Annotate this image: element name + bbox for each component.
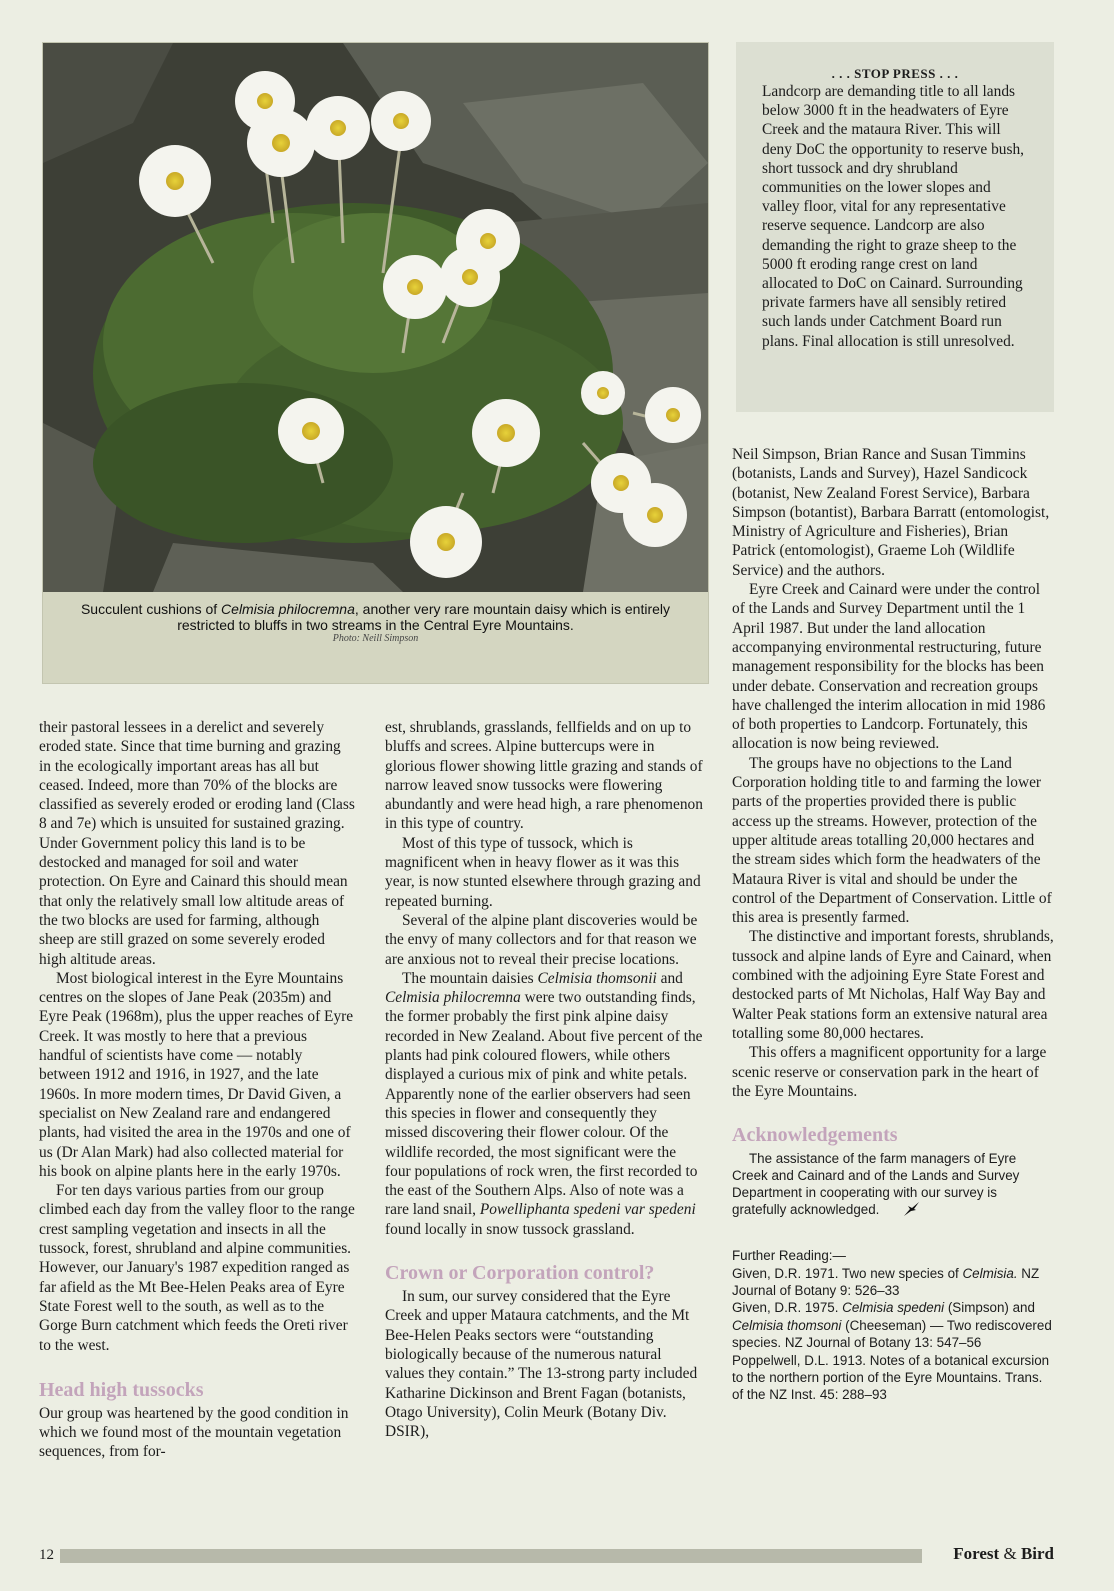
ref1-text-a: Given, D.R. 1971. Two new species of	[732, 1265, 963, 1281]
column-3	[732, 445, 1054, 1404]
column-1	[39, 718, 355, 1462]
caption-prefix: Succulent cushions of	[80, 601, 222, 617]
magazine-title-amp: &	[999, 1544, 1021, 1563]
magazine-title-bird: Bird	[1020, 1544, 1054, 1563]
caption-species: Celmisia philocremna	[221, 601, 355, 617]
bird-icon	[885, 1201, 920, 1221]
ref2-text-b: (Simpson) and	[944, 1300, 1035, 1316]
heading-head-high-tussocks: Head high tussocks	[39, 1378, 204, 1401]
stop-press-box	[736, 42, 1054, 412]
col2-paragraph-2: Most of this type of tussock, which is magnificent when in heavy flower as it was this year, is now stunted elsewhere through grazing and repeated burning.	[385, 834, 701, 910]
footer-bar	[60, 1549, 922, 1563]
daisy-photo-illustration	[43, 43, 708, 592]
ref2-species-1: Celmisia spedeni	[842, 1300, 945, 1316]
further-reading	[732, 1247, 1054, 1404]
col3-paragraph-4: The distinctive and important forests, shrublands, tussock and alpine lands of Eyre and Cainard, when combined with the adjoining Eyre State Forest and destocked parts of Mt Nicholas, Half Way Bay and Walter Peak stations form an extensive natural area totalling some 80,000 hectares.	[732, 928, 1054, 1042]
col2-p4-text-c: were two outstanding finds, the former probably the first pink alpine daisy recorded in New Zealand. About five percent of the plants had pink coloured flowers, while others displayed a curious mix of pink and white petals. Apparently none of the earlier observers had seen this species in flower and consequently they missed discovering their flower colour. Of the wildlife recorded, the most significant were the four populations of rock wren, the first recorded to the east of the Southern Alps. Also of note was a rare land snail,	[385, 989, 703, 1219]
magazine-title-forest: Forest	[953, 1544, 1000, 1563]
col1-paragraph-3: For ten days various parties from our group climbed each day from the valley floor to the range crest sampling vegetation and insects in all the tussock, forest, shrubland and alpine communities. However, our January's 1987 expedition ranged as far afield as the Mt Bee-Helen Peaks area of Eyre State Forest well to the south, as well as to the Gorge Burn catchment which feeds the Oreti river to the west.	[39, 1182, 355, 1354]
col2-p4-text-b: and	[656, 969, 683, 987]
col3-paragraph-3: The groups have no objections to the Land Corporation holding title to and farming the lower parts of the properties provided there is public access up the streams. However, protection of the upper altitude areas totalling 20,000 hectares and the stream sides which form the headwaters of the Mataura River is vital and should be under the control of the Department of Conservation. Little of this area is presently farmed.	[732, 754, 1052, 927]
magazine-title	[953, 1544, 1054, 1564]
col2-p4-text-a: The mountain daisies	[402, 969, 538, 987]
col1-paragraph-4: Our group was heartened by the good condition in which we found most of the mountain vegetation sequences, from for-	[39, 1404, 349, 1461]
species-celmisia-thomsonii: Celmisia thomsonii	[537, 969, 657, 987]
further-reading-heading: Further Reading:—	[732, 1248, 846, 1264]
species-powelliphanta: Powelliphanta spedeni var spedeni	[479, 1201, 696, 1219]
col1-paragraph-2: Most biological interest in the Eyre Mountains centres on the slopes of Jane Peak (2035m) and Eyre Peak (1968m), plus the upper reaches of Eyre Creek. It was mostly to here that a previous handful of scientists have come — notably between 1912 and 1916, in 1927, and the late 1960s. In more modern times, Dr David Given, a specialist on New Zealand rare and endangered plants, had visited the area in the 1970s and one of us (Dr Alan Mark) had also collected material for his book on alpine plants here in the early 1970s.	[39, 969, 354, 1180]
col3-paragraph-1: Neil Simpson, Brian Rance and Susan Timmins (botanists, Lands and Survey), Hazel Sandicock (botanist, New Zealand Forest Service), Barbara Simpson (botantist), Barbara Barratt (entomologist, Ministry of Agriculture and Fisheries), Brian Patrick (entomologist), Graeme Loh (Wildlife Service) and the authors.	[732, 446, 1050, 579]
col2-paragraph-1: est, shrublands, grasslands, fellfields and on up to bluffs and screes. Alpine buttercups were in glorious flower showing little grazing and stands of narrow leaved snow tussocks were flowering abundantly and were head high, a rare phenomenon in this type of country.	[385, 719, 703, 833]
reference-2	[732, 1299, 1054, 1351]
ref1-text-b: NZ Journal of Botany 9: 526–33	[732, 1265, 1040, 1298]
ref2-species-2: Celmisia thomsoni	[732, 1317, 842, 1333]
heading-acknowledgements: Acknowledgements	[732, 1124, 898, 1147]
col2-paragraph-3: Several of the alpine plant discoveries would be the envy of many collectors and for that reason we are anxious not to reveal their precise locations.	[385, 911, 698, 968]
caption-suffix: , another very rare mountain daisy which is entirely restricted to bluffs in two streams in the Central Eyre Mountains.	[177, 601, 671, 633]
col2-p4-text-d: found locally in snow tussock grassland.	[385, 1220, 635, 1238]
photo-figure	[42, 42, 709, 684]
ref2-text-c: (Cheeseman) — Two rediscovered species. NZ Journal of Botany 13: 547–56	[732, 1317, 1052, 1351]
heading-crown-or-corporation: Crown or Corporation control?	[385, 1262, 655, 1285]
col3-paragraph-2: Eyre Creek and Cainard were under the control of the Lands and Survey Department until the 1 April 1987. But under the land allocation accompanying environmental restructuring, future management responsibility for the blocks has been under debate. Conservation and recreation groups have challenged the interim allocation in mid 1986 of both properties to Landcorp. Fortunately, this allocation is now being reviewed.	[732, 581, 1046, 753]
stop-press-body: Landcorp are demanding title to all lands below 3000 ft in the headwaters of Eyre Creek and the mataura River. This will deny DoC the opportunity to reserve bush, short tussock and dry shrubland communities on the lower slopes and valley floor, vital for any representative reserve sequence. Landcorp are also demanding the right to graze sheep to the 5000 ft eroding range crest on land allocated to DoC on Cainard. Surrounding private farmers have all sensibly retired such lands under Catchment Board run plans. Final allocation is still unresolved.	[762, 83, 1025, 350]
stop-press-heading: . . . STOP PRESS . . .	[831, 66, 959, 81]
acknowledgements-text	[732, 1150, 1054, 1221]
reference-3: Poppelwell, D.L. 1913. Notes of a botanical excursion to the northern portion of the Eyre Mountains. Trans. of the NZ Inst. 45: 288–93	[732, 1352, 1050, 1403]
column-2	[385, 718, 703, 1441]
col2-paragraph-4	[385, 969, 703, 1239]
celmisia-photo	[43, 43, 708, 592]
col2-paragraph-5: In sum, our survey considered that the Eyre Creek and upper Mataura catchments, and the Mt Bee-Helen Peaks sectors were “outstanding biologically because of the numerous natural values they contain.” The 13-strong party included Katharine Dickinson and Brent Fagan (botanists, Otago University), Colin Meurk (Botany Div. DSIR),	[385, 1288, 698, 1441]
col1-paragraph-1: their pastoral lessees in a derelict and severely eroded state. Since that time burning and grazing in the ecologically important areas has all but ceased. Indeed, more than 70% of the blocks are classified as severely eroded or eroding land (Class 8 and 7e) which is unsuited for sustained grazing. Under Government policy this land is to be destocked and managed for soil and water protection. On Eyre and Cainard this should mean that only the relatively small low altitude areas of the two blocks are used for farming, although sheep are still grazed on some severely eroded high altitude areas.	[39, 719, 355, 968]
photo-credit: Photo: Neill Simpson	[332, 633, 419, 644]
reference-1	[732, 1265, 1054, 1300]
photo-caption	[43, 601, 708, 645]
page-number: 12	[39, 1547, 54, 1563]
ref1-species: Celmisia.	[962, 1265, 1018, 1281]
species-celmisia-philocremna: Celmisia philocremna	[385, 989, 521, 1007]
acknowledgements-body: The assistance of the farm managers of Eyre Creek and Cainard and of the Lands and Survey Department in cooperating with our survey is gratefully acknowledged.	[732, 1151, 1020, 1218]
col3-paragraph-5: This offers a magnificent opportunity for a large scenic reserve or conservation park in the heart of the Eyre Mountains.	[732, 1044, 1047, 1100]
ref2-text-a: Given, D.R. 1975.	[732, 1300, 843, 1316]
